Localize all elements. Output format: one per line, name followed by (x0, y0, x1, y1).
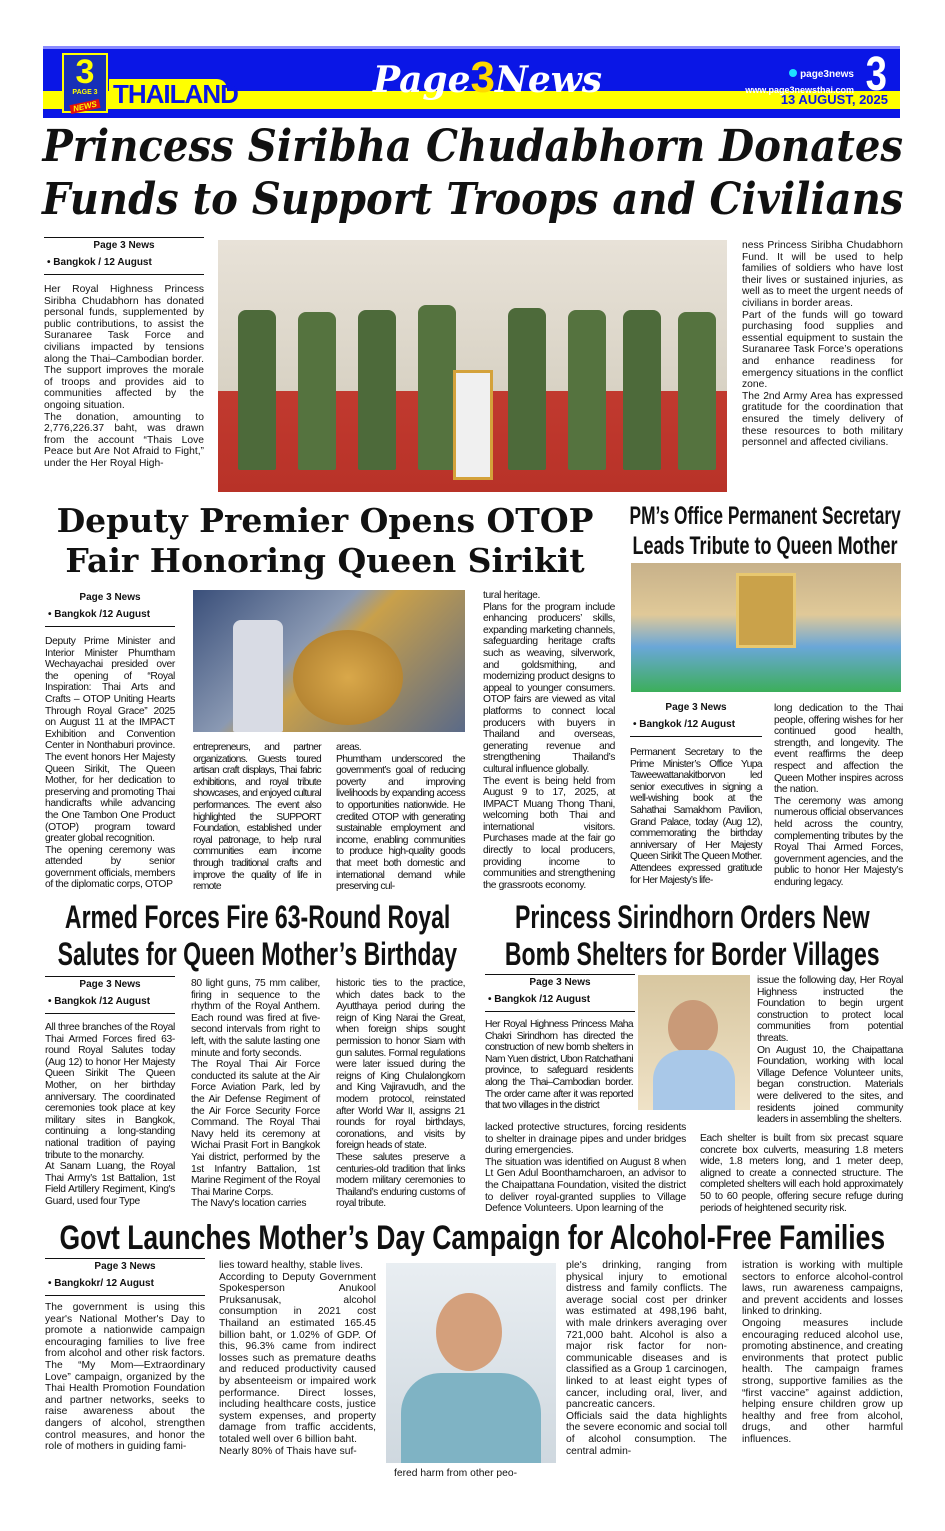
article-1-column (44, 284, 204, 470)
article-1-byline: Page 3 News • Bangkok / 12 August (44, 237, 204, 275)
edition-label: THAILAND (109, 79, 227, 109)
article-4-column (336, 978, 465, 1210)
article-1-column (742, 240, 903, 449)
paragraph: entrepreneurs, and partner organizations. Guests toured artisan craft displays, Thai fabric exhibitions, and royal tribute showcases, and enjoyed cultural performances. The event also highlighted the SUPPORT Foundation, established under royal patronage, to help rural communities earn income through traditional crafts and improve the quality of life in remote (193, 742, 321, 893)
paragraph: lacked protective structures, forcing residents to shelter in drainage pipes and under bridges during emergencies. (485, 1122, 686, 1157)
article-2-column (483, 590, 615, 891)
article-3-column (774, 703, 903, 889)
paragraph: At Sanam Luang, the Royal Thai Army’s 1st Battalion, 1st Field Artillery Regiment, King's Guard, used four Type (45, 1161, 175, 1207)
article-2-byline: Page 3 News • Bangkok /12 August (45, 590, 175, 627)
article-3-column (630, 747, 762, 886)
paragraph: istration is working with multiple sectors to enforce alcohol-control laws, run awareness campaigns, and prevent accidents and losses linked to drinking. (742, 1260, 903, 1318)
article-6-column (219, 1260, 376, 1457)
article-1-headline: Princess Siribha Chudabhorn Donates Funds to Support Troops and Civilians (41, 121, 904, 225)
paragraph: Attendees expressed gratitude for Her Majesty’s life- (630, 862, 762, 886)
page-number: 3 (865, 48, 888, 101)
paragraph: Phumtham underscored the government’s goal of reducing poverty and improving livelihoods by expanding access to opportunities nationwide. He credited OTOP with generating sustainable employment and income, enabling communities to produce high-quality goods that meet both domestic and international demand while preserving cul- (336, 753, 465, 893)
paragraph: Her Royal Highness Princess Siribha Chudabhorn has donated personal funds, supplemented by public contributions, to assist the Suranaree Task Force and civilians impacted by tensions along the Thai–Cambodian border. The support improves the morale of troops and provides aid to communities affected by the ongoing situation. (44, 284, 204, 411)
article-2-photo (193, 590, 465, 732)
paragraph: The government is using this year's National Mother's Day to promote a nationwide campaign encouraging families to live free from alcohol and other risk factors. The “My Mom—Extraordinary Love” campaign, organized by the Thai Health Promotion Foundation and partner networks, seeks to raise awareness about the dangers of alcohol, strengthen control measures, and honor the role of mothers in guiding fami- (45, 1302, 205, 1453)
article-4-byline: Page 3 News • Bangkok /12 August (45, 976, 175, 1014)
paragraph: Part of the funds will go toward purchasing food supplies and essential equipment to sustain the Suranaree Task Force’s operations and enhance readiness for emergency situations in the conflict zone. (742, 309, 903, 391)
article-4-column (45, 1022, 175, 1208)
page3-logo: 3 PAGE 3 NEWS (62, 53, 108, 113)
article-2-column (336, 742, 465, 893)
article-6-column (45, 1302, 205, 1453)
paragraph: areas. (336, 742, 362, 753)
paragraph: Officials said the data highlights the severe economic and social toll of alcohol consumption. The central admin- (566, 1410, 727, 1457)
paragraph: lies toward healthy, stable lives. (219, 1260, 364, 1271)
paragraph: fered harm from other peo- (394, 1468, 518, 1479)
article-5-photo (638, 975, 750, 1110)
paragraph: The event is being held from August 9 to 17, 2025, at IMPACT Muang Thong Thani, welcoming both Thai and international visitors. Purchases made at the fair go directly to local producers, providing income to communities and strengthening the grassroots economy. (483, 775, 615, 891)
paragraph: Nearly 80% of Thais have suf- (219, 1445, 357, 1457)
paragraph: The Royal Thai Air Force conducted its salute at the Air Force Aviation Park, led by the Air Defense Regiment of the Air Force Security Force Command. The Royal Thai Navy held its ceremony at Wichai Prasit Fort in Bangkok Yai district, performed by the 1st Infantry Battalion, 1st Marine Regiment of the Royal Thai Marine Corps. (191, 1059, 320, 1198)
website-link[interactable]: www.page3newsthai.com (745, 85, 854, 95)
article-4-column (191, 978, 320, 1210)
article-6-byline: Page 3 News • Bangkokr/ 12 August (45, 1258, 205, 1296)
paragraph: long dedication to the Thai people, offering wishes for her continued good health, strength, and longevity. The event reaffirms the deep respect and affection the Queen Mother inspires across the nation. (774, 703, 903, 796)
paragraph: Deputy Prime Minister and Interior Minister Phumtham Wechayachai presided over the opening of “Royal Inspiration: Thai Arts and Crafts – OTOP Uniting Hearts Through Royal Grace” 2025 on August 11 at the IMPACT Exhibition and Convention Center in Nonthaburi province. The event honors Her Majesty Queen Sirikit, The Queen Mother, for her dedication to preserving and promoting Thai handicrafts while advancing the One Tambon One Product (OTOP) program toward greater global recognition. (45, 636, 175, 845)
article-6-column (742, 1260, 903, 1446)
paragraph: The Navy's location carries (191, 1198, 307, 1210)
article-5-column (700, 1133, 903, 1214)
paragraph: The situation was identified on August 8 when Lt Gen Adul Boonthamcharoen, an advisor to the Chaipattana Foundation, visited the district to deliver royal-granted supplies to Village Defence Volunteers. Upon learning of the (485, 1156, 686, 1215)
article-2-column (193, 742, 321, 893)
paragraph: Ongoing measures include encouraging reduced alcohol use, promoting abstinence, and creating environments that protect public health. The campaign frames strong, supportive families as the “first vaccine” against addiction, helping ensure children grow up healthy and free from alcohol, drugs, and other harmful influences. (742, 1317, 903, 1445)
article-6-photo (386, 1263, 556, 1463)
paragraph: Her Royal Highness Princess Maha Chakri Sirindhorn has directed the construction of new bomb shelters in Nam Yuen district, Ubon Ratchathani province, to safeguard residents along the Thai–Cambodian border. The order came after it was reported that two villages in the district (485, 1019, 633, 1112)
article-1-photo (218, 240, 727, 492)
paragraph: Each shelter is built from six precast square concrete box culverts, measuring 1.8 meters wide, 1.8 meters long, and 1 meter deep, aligned to create a connected structure. The completed shelters will each hold approximately 50 to 60 people, offering secure refuge during periods of heightened security risk. (700, 1133, 903, 1214)
social-icon (789, 69, 797, 77)
paragraph: These salutes preserve a centuries-old tradition that links modern military ceremonies to Thailand’s enduring customs of royal tribute. (336, 1151, 465, 1210)
article-5-column (485, 1019, 633, 1112)
article-3-photo (631, 563, 901, 692)
article-6-column (394, 1468, 550, 1480)
paragraph: The 2nd Army Area has expressed gratitude for the coordination that ensured the timely delivery of these resources to both military personnel and affected civilians. (742, 390, 903, 449)
paragraph: Permanent Secretary to the Prime Minister’s Office Yupa Taweewattanakitborvon led senior executives in signing a well-wishing book at the Sahathai Samakhom Pavilion, Grand Palace, today (Aug 12), commemorating the birthday anniversary of Her Majesty Queen Sirikit The Queen Mother. (630, 747, 762, 863)
paragraph: ness Princess Siribha Chudabhorn Fund. It will be used to help families of soldiers who have lost their lives or sustained injuries, as well as to meet the urgent needs of civilians in border areas. (742, 240, 903, 309)
article-3-headline: PM’s Office Permanent Secretary Leads Tribute to Queen Mother (629, 502, 902, 560)
paragraph: The opening ceremony was attended by senior government officials, members of the diplomatic corps, OTOP (45, 844, 175, 891)
article-6-column (566, 1260, 727, 1457)
paragraph: Plans for the program include enhancing producers’ skills, expanding marketing channels, safeguarding heritage crafts such as weaving, silverwork, and goldsmithing, and modernizing product designs to appeal to younger consumers. OTOP fairs are viewed as vital platforms to connect local producers with buyers in Thailand and overseas, generating revenue and strengthening Thailand’s cultural influence globally. (483, 601, 615, 775)
article-4-headline: Armed Forces Fire 63-Round Royal Salutes for Queen Mother’s Birthday (57, 899, 458, 972)
article-5-column (485, 1122, 686, 1215)
article-6-headline: Govt Launches Mother’s Day Campaign for Alcohol-Free Families (59, 1219, 886, 1257)
article-5-headline: Princess Sirindhorn Orders New Bomb Shelters for Border Villages (505, 899, 880, 972)
paragraph: historic ties to the practice, which dates back to the Ayutthaya period during the reign of King Narai the Great, when foreign ships sought permission to honor Siam with gun salutes. Formal regulations were later issued during the reigns of King Chulalongkorn and King Vajiravudh, and the modern protocol, reinstated after World War II, assigns 21 rounds for royal birthdays, coronations, and visits by foreign heads of state. (336, 978, 465, 1152)
paragraph: tural heritage. (483, 590, 540, 601)
paragraph: According to Deputy Government Spokesperson Anukool Pruksanusak, alcohol consumption in 2021 cost Thailand an estimated 165.45 billion baht, or 1.02% of GDP. Of this, 96.3% came from indirect losses such as premature deaths and reduced productivity caused by absenteeism or impaired work performance. Direct losses, including healthcare costs, justice system expenses, and property damage from traffic accidents, totaled well over 6 billion baht. (219, 1271, 376, 1445)
issue-date: 13 AUGUST, 2025 (780, 92, 888, 107)
social-handle: page3news (789, 69, 854, 80)
paragraph: 80 light guns, 75 mm caliber, firing in sequence to the rhythm of the Royal Anthem. Each round was fired at five-second intervals from right to left, with the salute lasting one minute and forty seconds. (191, 978, 320, 1059)
article-2-column (45, 636, 175, 891)
paragraph: On August 10, the Chaipattana Foundation, working with local Village Defence Volunteer units, began construction. Materials were delivered to the sites, and residents joined community leaders in assembling the shelters. (757, 1044, 903, 1126)
paragraph: All three branches of the Royal Thai Armed Forces fired 63-round Royal Salutes today (Aug 12) to honor Her Majesty Queen Sirikit The Queen Mother, on her birthday anniversary. The coordinated ceremonies took place at key military sites in Bangkok, continuing a long-standing national tradition of paying tribute to the monarchy. (45, 1022, 175, 1161)
article-5-column (757, 975, 903, 1126)
article-5-byline: Page 3 News • Bangkok /12 August (485, 974, 635, 1012)
article-2-headline: Deputy Premier Opens OTOP Fair Honoring Queen Sirikit (56, 501, 594, 580)
paragraph: The donation, amounting to 2,776,226.37 baht, was drawn from the account “Thais Love Peace but Are Not Afraid to Fight,” under the Her Royal High- (44, 411, 204, 469)
paragraph: issue the following day, Her Royal Highness instructed the Foundation to begin urgent construction to protect local communities from potential threats. (757, 975, 903, 1044)
masthead (43, 46, 900, 118)
brand-title: Page3News (373, 53, 603, 102)
paragraph: The ceremony was among numerous official observances held across the country, complementing tributes by the Royal Thai Armed Forces, government agencies, and the public to honor Her Majesty’s enduring legacy. (774, 795, 903, 888)
article-3-byline: Page 3 News • Bangkok /12 August (630, 700, 762, 737)
paragraph: ple's drinking, ranging from physical injury to emotional distress and family conflicts. The average social cost per drinker was estimated at 498,196 baht, with male drinkers averaging over 721,000 baht. Alcohol is also a major risk factor for non-communicable diseases and is classified as a Group 1 carcinogen, linked to at least eight types of cancer, including oral, liver, and pancreatic cancers. (566, 1260, 727, 1411)
